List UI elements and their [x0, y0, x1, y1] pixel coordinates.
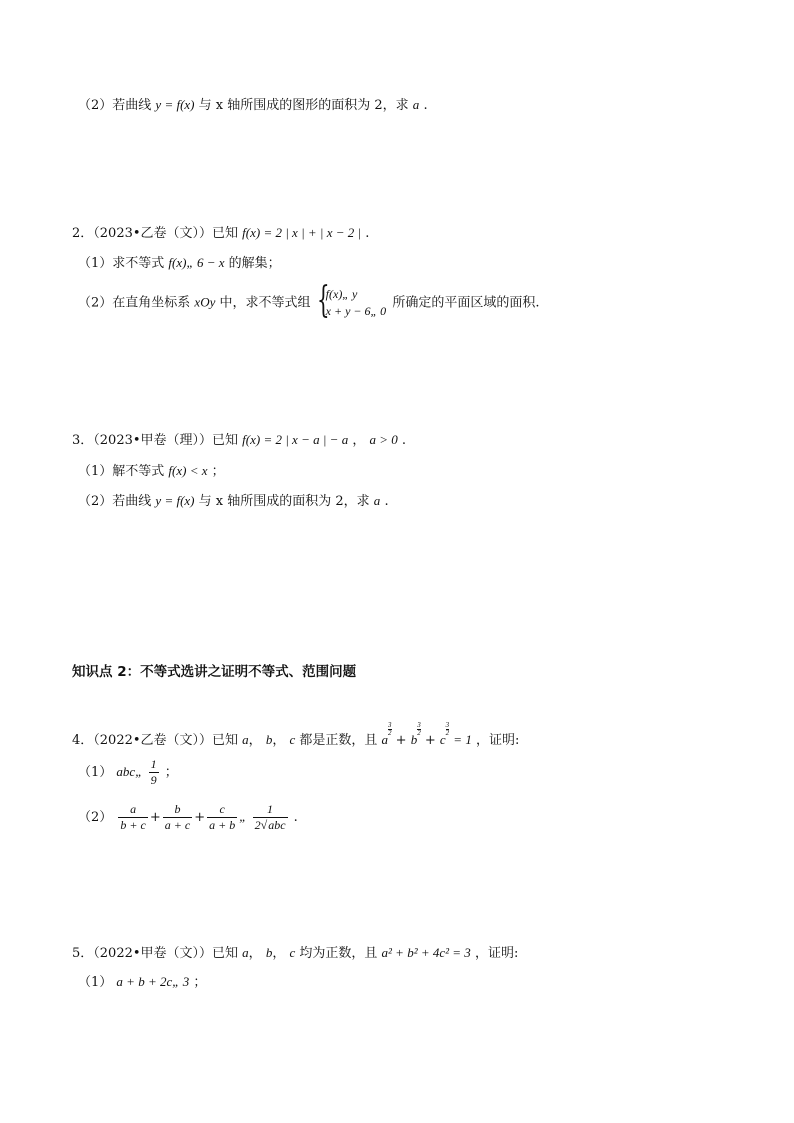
q5-stem-prefix: 5．（2022•甲卷（文））已知	[72, 946, 239, 961]
q3-part2-prefix: （2）若曲线	[78, 494, 152, 509]
q2-part2	[78, 280, 540, 321]
q4-part1-fraction: $\frac{1}{9}$	[150, 757, 157, 787]
q3-part1-suffix: ；	[211, 464, 225, 479]
q5-var-a: a	[242, 945, 249, 960]
q4-part2-label: （2）	[78, 810, 113, 825]
left-brace-icon: {	[316, 280, 330, 321]
sqrt-icon: √	[260, 818, 268, 832]
q1-part2-prefix: （2）若曲线	[78, 98, 152, 113]
q3-part2-suffix: 与 x 轴所围成的面积为 2，求	[198, 494, 370, 509]
q4-fraction-1: $\frac{a}{b + c}$	[120, 802, 146, 832]
q1-part2-var: a	[412, 97, 420, 112]
q3-stem-math: f(x) = 2 | x − a | − a	[242, 432, 349, 447]
q4-var-b: b	[265, 732, 273, 747]
q5-part1-math: a + b + 2c„ 3	[116, 974, 190, 989]
system-row-1: f(x)„ y	[325, 287, 358, 301]
q5-stem-mid: 均为正数，且	[299, 946, 378, 961]
q5-part1-label: （1）	[78, 975, 113, 990]
q5-part1	[78, 973, 206, 992]
q2-part2-mid: 中，求不等式组	[219, 295, 311, 311]
q4-part2-end: .	[293, 810, 298, 825]
q4-power-a: a $\frac{3}{2}$	[381, 721, 392, 747]
q4-part1-label: （1）	[78, 765, 113, 780]
q2-part1-suffix: 的解集；	[228, 256, 281, 271]
q4-var-c: c	[289, 732, 296, 747]
q1-part2-math: y = f(x)	[155, 97, 195, 112]
q5-stem-math: a² + b² + 4c² = 3	[381, 945, 471, 960]
q3-part2-math: y = f(x)	[155, 493, 195, 508]
q3-part2	[78, 492, 389, 511]
q3-stem-end: .	[401, 433, 407, 448]
q5-part1-end: ；	[193, 975, 207, 990]
q4-stem-eq: = 1	[453, 732, 472, 747]
q5-stem: 5．（2022•甲卷（文））已知 a， b， c 均为正数，且 a² + b² + 4c² = 3 ，证明:	[72, 945, 519, 961]
section-heading: 知识点 2：不等式选讲之证明不等式、范围问题	[72, 664, 357, 680]
q4-rhs-fraction: $\frac{1}{\text{2√abc}}$	[254, 802, 286, 832]
q4-relation: „	[239, 809, 247, 824]
q4-power-c: c $\frac{3}{2}$	[439, 721, 450, 747]
q4-stem-suffix: ，证明:	[475, 733, 520, 748]
q3-stem-prefix: 3．（2023•甲卷（理））已知	[72, 433, 239, 448]
q4-fraction-2: $\frac{b}{a + c}$	[164, 802, 191, 832]
q2-stem-end: .	[365, 226, 370, 241]
q2-stem	[72, 224, 369, 243]
q3-stem-sep: ，	[352, 433, 366, 448]
q4-part1-end: ；	[164, 765, 178, 780]
q5-var-c: c	[289, 945, 296, 960]
q4-stem-prefix: 4．（2022•乙卷（文））已知	[72, 733, 239, 748]
q3-part1-math: f(x) < x	[168, 463, 208, 478]
q4-part2: （2） $\frac{a}{b + c}$ + $\frac{b}{a + c}$ + $\frac{c}{a + b}$ „ $\frac{1}{\text{2√abc}}$ .	[78, 802, 298, 832]
q4-part1-math: abc„	[116, 764, 143, 779]
q5-stem-suffix: ，证明:	[474, 946, 519, 961]
q2-part2-prefix: （2）在直角坐标系	[78, 295, 191, 311]
q3-part1	[78, 462, 225, 481]
q5-var-b: b	[265, 945, 273, 960]
inequality-system	[316, 280, 387, 321]
q1-part2-line	[78, 96, 428, 115]
q4-fraction-3: $\frac{c}{a + b}$	[209, 802, 236, 832]
q4-stem: 4．（2022•乙卷（文））已知 a， b， c 都是正数，且 a $\frac{3}{2}$ + b $\frac{3}{2}$ + c $\frac{3}{2}$ = 1 ，证明:	[72, 721, 520, 748]
q2-stem-prefix: 2．（2023•乙卷（文））已知	[72, 226, 239, 241]
q2-part2-suffix: 所确定的平面区域的面积.	[392, 295, 540, 311]
system-row-2: x + y − 6„ 0	[325, 304, 387, 318]
q2-part1-math: f(x)„ 6 − x	[168, 255, 225, 270]
q4-var-a: a	[242, 732, 249, 747]
q3-stem-cond: a > 0	[369, 432, 398, 447]
q3-part2-var: a	[373, 493, 381, 508]
q1-part2-suffix: 与 x 轴所围成的图形的面积为 2，求	[198, 98, 409, 113]
q2-stem-math: f(x) = 2 | x | + | x − 2 |	[242, 225, 362, 240]
q2-part1-prefix: （1）求不等式	[78, 256, 165, 271]
q3-stem	[72, 431, 406, 450]
q2-part1	[78, 254, 281, 273]
q3-part2-end: .	[384, 494, 389, 509]
q2-part2-coord: xOy	[194, 294, 216, 310]
q1-part2-end: .	[423, 98, 428, 113]
q4-part1	[78, 757, 178, 788]
q4-stem-mid: 都是正数，且	[299, 733, 378, 748]
q3-part1-prefix: （1）解不等式	[78, 464, 165, 479]
q4-power-b: b $\frac{3}{2}$	[410, 721, 421, 747]
